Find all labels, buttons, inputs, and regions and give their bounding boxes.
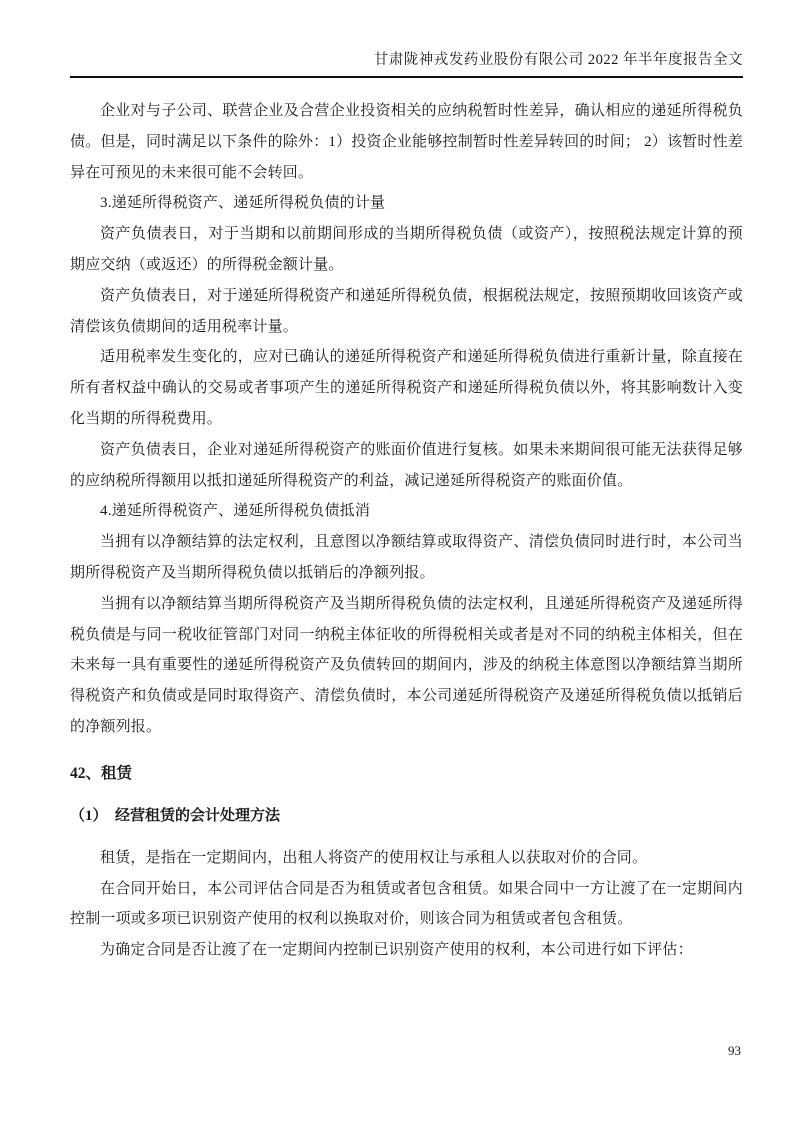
page-number: 93 xyxy=(728,1043,741,1058)
paragraph-tax-rate-change-remeasurement: 适用税率发生变化的，应对已确认的递延所得税资产和递延所得税负债进行重新计量，除直接在所有者权益中确认的交易或者事项产生的递延所得税资产和递延所得税负债以外，将其影响数计入变化当期的所得税费用。 xyxy=(70,349,743,427)
paragraph-item-3-deferred-tax-measurement: 3.递延所得税资产、递延所得税负债的计量 xyxy=(100,195,386,212)
paragraph-contract-evaluation-intro: 为确定合同是否让渡了在一定期间内控制已识别资产使用的权利，本公司进行如下评估： xyxy=(100,942,693,959)
paragraph-net-settlement-current-tax: 当拥有以净额结算的法定权利，且意图以净额结算或取得资产、清偿负债同时进行时，本公司当期所得税资产及当期所得税负债以抵销后的净额列报。 xyxy=(70,534,743,581)
paragraph-contract-commencement-assessment: 在合同开始日，本公司评估合同是否为租赁或者包含租赁。如果合同中一方让渡了在一定期间内控制一项或多项已识别资产使用的权利以换取对价，则该合同为租赁或者包含租赁。 xyxy=(70,880,743,928)
paragraph-balance-sheet-deferred-tax: 资产负债表日，对于递延所得税资产和递延所得税负债，根据税法规定，按照预期收回该资产或清偿该负债期间的适用税率计量。 xyxy=(70,287,743,335)
page-header-title: 甘肃陇神戎发药业股份有限公司 2022 年半年度报告全文 xyxy=(70,50,743,78)
paragraph-carrying-value-review: 资产负债表日，企业对递延所得税资产的账面价值进行复核。如果未来期间很可能无法获得足够的应纳税所得额用以抵扣递延所得税资产的利益，减记递延所得税资产的账面价值。 xyxy=(70,441,743,489)
paragraph-lease-definition: 租赁，是指在一定期间内，出租人将资产的使用权让与承租人以获取对价的合同。 xyxy=(100,849,648,866)
paragraph-net-settlement-deferred-tax: 当拥有以净额结算当期所得税资产及当期所得税负债的法定权利，且递延所得税资产及递延所得税负债是与同一税收征管部门对同一纳税主体征收的所得税相关或者是对不同的纳税主体相关，但在未来每一具有重要性的递延所得税资产及负债转回的期间内，涉及的纳税主体意图以净额结算当期所得税资产和负债或是同时取得资产、清偿负债时，本公司递延所得税资产及递延所得税负债以抵销后的净额列报。 xyxy=(70,595,743,735)
paragraph-investment-temporary-differences: 企业对与子公司、联营企业及合营企业投资相关的应纳税暂时性差异，确认相应的递延所得税负债。但是，同时满足以下条件的除外：1）投资企业能够控制暂时性差异转回的时间； 2）该暂时性差异在可预见的未来很可能不会转回。 xyxy=(70,103,743,181)
paragraph-item-4-deferred-tax-offset: 4.递延所得税资产、递延所得税负债抵消 xyxy=(100,503,371,520)
document-body xyxy=(70,96,743,966)
paragraph-balance-sheet-current-tax: 资产负债表日，对于当期和以前期间形成的当期所得税负债（或资产），按照税法规定计算的预期应交纳（或返还）的所得税金额计量。 xyxy=(70,226,743,273)
section-42-lease-heading: 42、租赁 xyxy=(70,764,133,782)
operating-lease-accounting-method-heading: （1） 经营租赁的会计处理方法 xyxy=(70,807,281,824)
